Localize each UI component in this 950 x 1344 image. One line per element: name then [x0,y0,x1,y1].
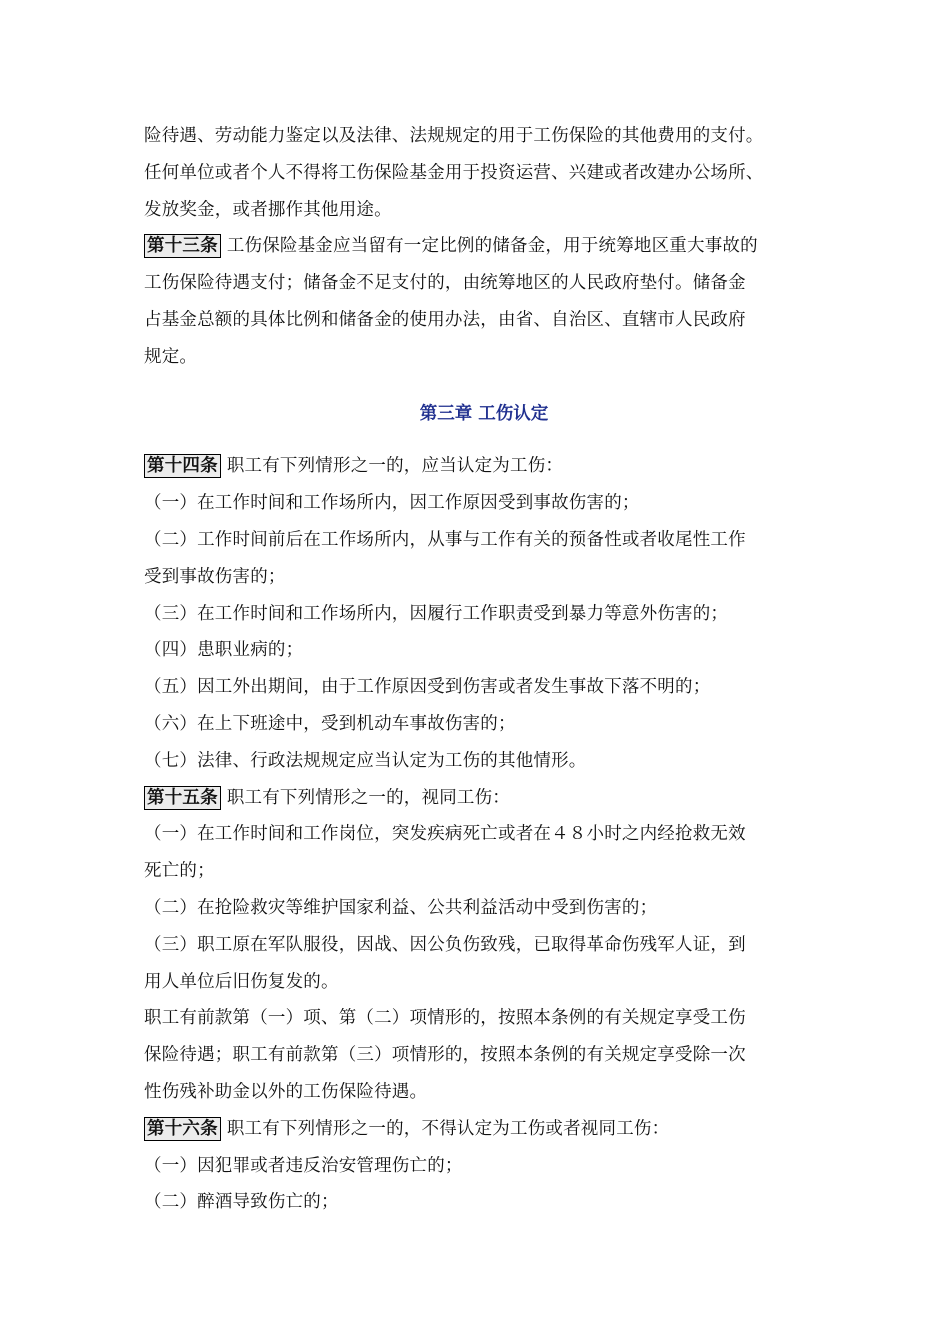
text-line: 占基金总额的具体比例和储备金的使用办法，由省、自治区、直辖市人民政府 [144,309,746,330]
list-item: （二）工作时间前后在工作场所内，从事与工作有关的预备性或者收尾性工作 [144,529,746,550]
article-text: 工伤保险基金应当留有一定比例的储备金，用于统筹地区重大事故的 [226,236,758,257]
article-label: 第十五条 [144,786,221,810]
text-line: 职工有前款第（一）项、第（二）项情形的，按照本条例的有关规定享受工伤 [144,1008,746,1029]
list-item: （三）在工作时间和工作场所内，因履行工作职责受到暴力等意外伤害的； [144,603,729,624]
text-line: 工伤保险待遇支付；储备金不足支付的，由统筹地区的人民政府垫付。储备金 [144,273,746,294]
chapter-title: 第三章 工伤认定 [419,403,549,424]
list-item: （六）在上下班途中，受到机动车事故伤害的； [144,713,516,734]
text-line: 死亡的； [144,861,215,882]
list-item: （一）在工作时间和工作场所内，因工作原因受到事故伤害的； [144,493,640,514]
article-16 [144,1111,824,1221]
list-item: （一）在工作时间和工作岗位，突发疾病死亡或者在４８小时之内经抢救无效 [144,824,746,845]
text-line: 规定。 [144,346,198,367]
list-item: （四）患职业病的； [144,640,304,661]
list-item: （二）醉酒导致伤亡的； [144,1192,339,1213]
article-label: 第十六条 [144,1117,221,1141]
list-item: （三）职工原在军队服役，因战、因公负伤致残，已取得革命伤残军人证，到 [144,934,746,955]
text-line: 保险待遇；职工有前款第（三）项情形的，按照本条例的有关规定享受除一次 [144,1045,746,1066]
document-page [144,118,824,1221]
list-item: （二）在抢险救灾等维护国家利益、公共利益活动中受到伤害的； [144,897,658,918]
article-text: 职工有下列情形之一的，视同工伤： [226,787,511,808]
text-line: 受到事故伤害的； [144,566,286,587]
text-line: 性伤残补助金以外的工伤保险待遇。 [144,1081,428,1102]
article-14 [144,448,824,779]
article-first-line [144,1111,824,1148]
list-item: （五）因工外出期间，由于工作原因受到伤害或者发生事故下落不明的； [144,677,711,698]
article-label: 第十四条 [144,454,221,478]
article-15 [144,780,824,1111]
article-text: 职工有下列情形之一的，不得认定为工伤或者视同工伤： [226,1118,670,1139]
text-line: 险待遇、劳动能力鉴定以及法律、法规规定的用于工伤保险的其他费用的支付。 [144,126,764,146]
article-13 [144,228,824,375]
text-line: 发放奖金，或者挪作其他用途。 [144,199,392,220]
article-first-line [144,780,824,817]
list-item: （七）法律、行政法规规定应当认定为工伤的其他情形。 [144,750,587,771]
article-first-line [144,448,824,485]
list-item: （一）因犯罪或者违反治安管理伤亡的； [144,1155,463,1176]
text-line: 任何单位或者个人不得将工伤保险基金用于投资运营、兴建或者改建办公场所、 [144,162,764,183]
intro-paragraph [144,118,824,228]
article-text: 职工有下列情形之一的，应当认定为工伤： [226,456,564,477]
article-label: 第十三条 [144,234,221,258]
text-line: 用人单位后旧伤复发的。 [144,971,339,992]
article-first-line [144,228,824,265]
